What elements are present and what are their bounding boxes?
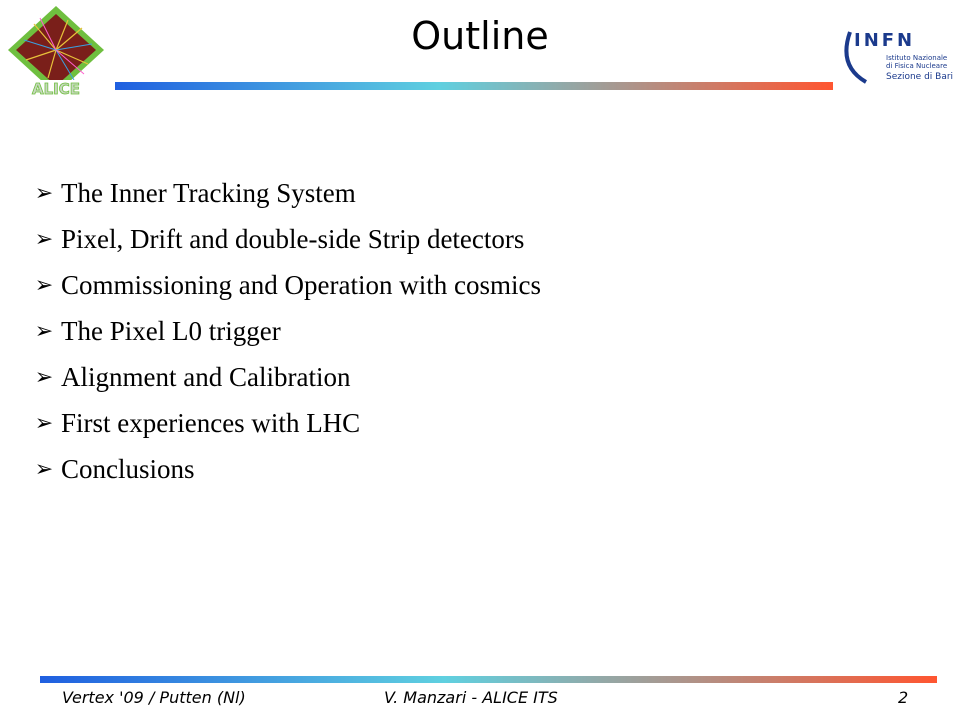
svg-text:Istituto Nazionale: Istituto Nazionale bbox=[886, 54, 948, 62]
list-item bbox=[30, 308, 541, 354]
footer-author: V. Manzari - ALICE ITS bbox=[384, 688, 558, 707]
list-item-text: First experiences with LHC bbox=[61, 407, 361, 438]
arrowhead-bullet-icon: ➢ bbox=[34, 272, 54, 297]
outline-list bbox=[30, 170, 541, 492]
list-item bbox=[30, 216, 541, 262]
svg-text:di Fisica Nucleare: di Fisica Nucleare bbox=[886, 62, 948, 70]
list-item-text: The Inner Tracking System bbox=[61, 177, 356, 208]
arrowhead-bullet-icon: ➢ bbox=[34, 318, 54, 343]
list-item bbox=[30, 170, 541, 216]
footer-divider-bar bbox=[40, 676, 937, 683]
list-item bbox=[30, 262, 541, 308]
arrowhead-bullet-icon: ➢ bbox=[34, 226, 54, 251]
arrowhead-bullet-icon: ➢ bbox=[34, 364, 54, 389]
page-number: 2 bbox=[898, 688, 909, 707]
arrowhead-bullet-icon: ➢ bbox=[34, 410, 54, 435]
list-item-text: Alignment and Calibration bbox=[61, 361, 351, 392]
list-item bbox=[30, 446, 541, 492]
svg-text:Sezione di Bari: Sezione di Bari bbox=[886, 72, 954, 82]
infn-logo bbox=[840, 22, 958, 90]
svg-text:ALICE: ALICE bbox=[31, 80, 81, 96]
list-item-text: Pixel, Drift and double-side Strip detectors bbox=[61, 223, 525, 254]
svg-text:INFN: INFN bbox=[854, 30, 916, 51]
title-divider-bar bbox=[115, 82, 833, 90]
list-item-text: The Pixel L0 trigger bbox=[61, 315, 281, 346]
arrowhead-bullet-icon: ➢ bbox=[34, 180, 54, 205]
slide-title: Outline bbox=[411, 14, 549, 58]
list-item-text: Commissioning and Operation with cosmics bbox=[61, 269, 541, 300]
list-item bbox=[30, 354, 541, 400]
list-item bbox=[30, 400, 541, 446]
arrowhead-bullet-icon: ➢ bbox=[34, 456, 54, 481]
footer-event: Vertex '09 / Putten (Nl) bbox=[62, 688, 246, 707]
list-item-text: Conclusions bbox=[61, 453, 195, 484]
